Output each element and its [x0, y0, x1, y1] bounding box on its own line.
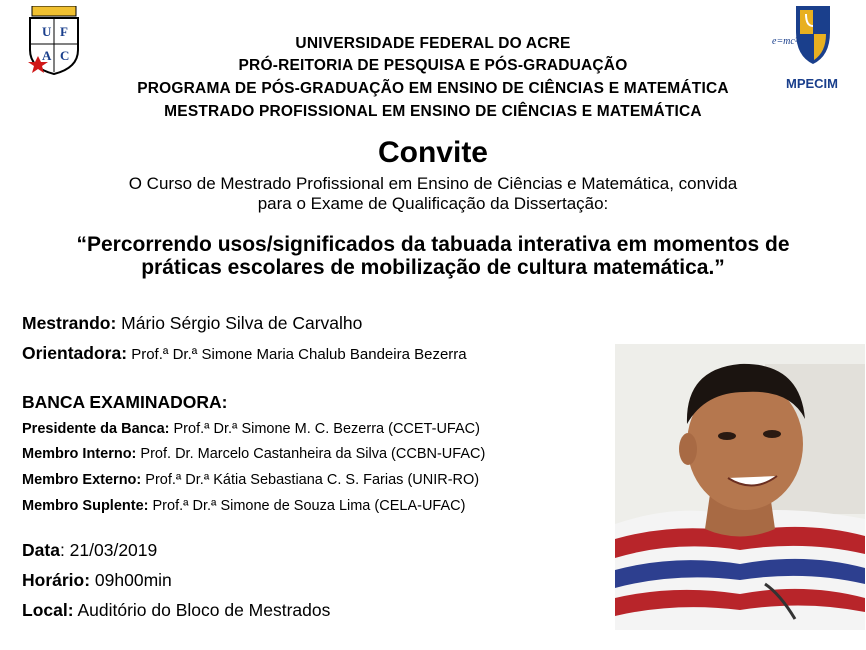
committee-member: [22, 498, 465, 514]
place-value: Auditório do Bloco de Mestrados: [73, 600, 331, 620]
committee-heading: BANCA EXAMINADORA:: [22, 392, 228, 412]
logo-letter-f: F: [60, 24, 68, 39]
student-name: Mário Sérgio Silva de Carvalho: [116, 313, 363, 333]
committee-member: [22, 446, 485, 462]
member-role: Membro Externo:: [22, 472, 142, 488]
time-value: 09h00min: [90, 570, 172, 590]
advisor-row: [22, 343, 467, 364]
place-label: Local:: [22, 600, 74, 620]
thesis-line-2: práticas escolares de mobilização de cultura matemática.”: [141, 256, 725, 279]
header-program: PROGRAMA DE PÓS-GRADUAÇÃO EM ENSINO DE CIÊNCIAS E MATEMÁTICA: [137, 80, 729, 97]
student-row: [22, 313, 362, 334]
member-role: Membro Suplente:: [22, 498, 149, 514]
time-label: Horário:: [22, 570, 91, 590]
intro-line-1: O Curso de Mestrado Profissional em Ensino de Ciências e Matemática, convida: [128, 174, 738, 193]
header-master: MESTRADO PROFISSIONAL EM ENSINO DE CIÊNCIAS E MATEMÁTICA: [164, 103, 702, 120]
committee-member: [22, 421, 480, 437]
intro-line-2: para o Exame de Qualificação da Dissertação:: [257, 194, 609, 213]
committee-member: [22, 472, 479, 488]
member-name: Prof. Dr. Marcelo Castanheira da Silva (CCBN-UFAC): [136, 446, 486, 462]
advisor-label: Orientadora:: [22, 343, 128, 363]
place-row: [22, 600, 330, 621]
logo-letter-c: C: [60, 48, 70, 63]
advisor-name: Prof.ª Dr.ª Simone Maria Chalub Bandeira Bezerra: [127, 346, 467, 363]
member-name: Prof.ª Dr.ª Simone de Souza Lima (CELA-UFAC): [148, 498, 466, 514]
member-role: Membro Interno:: [22, 446, 137, 462]
header-university: UNIVERSIDADE FEDERAL DO ACRE: [295, 35, 571, 52]
date-row: [22, 540, 157, 561]
thesis-line-1: “Percorrendo usos/significados da tabuada interativa em momentos de: [76, 233, 790, 256]
candidate-photo: [615, 344, 865, 630]
logo-label: MPECIM: [786, 76, 838, 91]
logo-letter-a: A: [42, 48, 52, 63]
member-name: Prof.ª Dr.ª Simone M. C. Bezerra (CCET-UFAC): [169, 421, 480, 437]
student-label: Mestrando:: [22, 313, 117, 333]
date-value: : 21/03/2019: [59, 540, 158, 560]
logo-letter-u: U: [42, 24, 52, 39]
member-name: Prof.ª Dr.ª Kátia Sebastiana C. S. Farias (UNIR-RO): [141, 472, 480, 488]
time-row: [22, 570, 172, 591]
invite-title: Convite: [377, 136, 488, 169]
header-pro-reitoria: PRÓ-REITORIA DE PESQUISA E PÓS-GRADUAÇÃO: [238, 57, 628, 74]
logo-formula: e=mc²: [772, 36, 798, 47]
date-label: Data: [22, 540, 60, 560]
member-role: Presidente da Banca:: [22, 421, 170, 437]
